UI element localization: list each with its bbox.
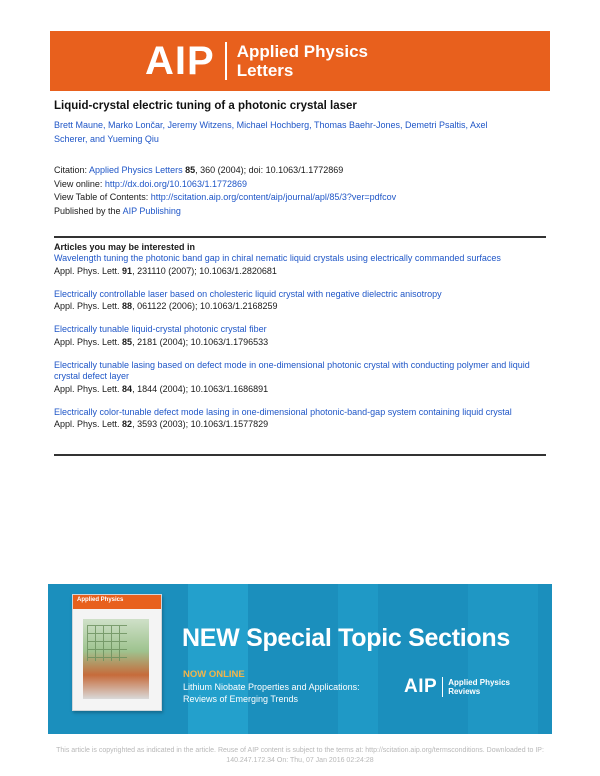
footer-line2: 140.247.172.34 On: Thu, 07 Jan 2016 02:24:28 [226, 757, 374, 764]
journal-title [237, 42, 368, 80]
cite-journal: Appl. Phys. Lett. [54, 419, 123, 429]
related-item-title[interactable]: Wavelength tuning the photonic band gap in chiral nematic liquid crystals using electrically commanded surfaces [54, 253, 501, 263]
journal-cover-image [72, 594, 162, 711]
article-title: Liquid-crystal electric tuning of a photonic crystal laser [54, 100, 357, 112]
view-online-link[interactable]: http://dx.doi.org/10.1063/1.1772869 [104, 178, 247, 189]
citation-label: Citation: [54, 165, 90, 175]
promo-journal-logo [404, 676, 510, 698]
cite-rest: , 3593 (2003); 10.1063/1.1577829 [132, 419, 269, 429]
authors-line1[interactable]: Brett Maune, Marko Lončar, Jeremy Witzens, Michael Hochberg, Thomas Baehr-Jones, Demetri Psaltis, Axel [54, 120, 488, 130]
related-item-citation [54, 383, 549, 396]
cite-journal: Appl. Phys. Lett. [54, 301, 123, 311]
promo-stripe [468, 584, 538, 734]
promo-stripe [338, 584, 378, 734]
cite-rest: , 061122 (2006); 10.1063/1.2168259 [132, 301, 278, 311]
aip-logo: AIP [145, 39, 215, 83]
view-online-label: View online: [54, 178, 105, 189]
journal-title-line1: Applied Physics [236, 42, 369, 61]
related-item-title[interactable]: Electrically tunable liquid-crystal photonic crystal fiber [54, 324, 267, 334]
promo-logo-divider [442, 677, 443, 697]
author-yueming-qiu[interactable]: Yueming Qiu [107, 134, 159, 144]
citation-rest: , 360 (2004); doi: 10.1063/1.1772869 [195, 165, 344, 175]
footer-line1: This article is copyrighted as indicated in the article. Reuse of AIP content is subject to the terms at: http://scitation.aip.org/termsconditions. Downloaded to IP: [56, 747, 544, 754]
related-heading: Articles you may be interested in [54, 242, 196, 252]
publisher-link[interactable]: AIP Publishing [122, 205, 181, 216]
promo-subtitle-line2: Reviews of Emerging Trends [183, 694, 299, 704]
cite-volume: 88 [122, 301, 133, 311]
divider-bottom [54, 454, 546, 456]
cite-volume: 84 [122, 383, 133, 394]
journal-banner[interactable] [50, 31, 550, 91]
related-item [54, 360, 549, 396]
promo-stripe [188, 584, 248, 734]
related-item-citation [54, 265, 549, 278]
cite-journal: Appl. Phys. Lett. [54, 265, 123, 276]
cite-journal: Appl. Phys. Lett. [54, 383, 123, 394]
view-online-line [54, 178, 554, 192]
cite-volume: 82 [122, 419, 133, 429]
related-item-title[interactable]: Electrically tunable lasing based on defect mode in one-dimensional photonic crystal with conducting polymer and liquid crystal defect layer [54, 359, 530, 381]
promo-headline: NEW Special Topic Sections [182, 624, 510, 652]
journal-title-line2: Letters [236, 61, 294, 80]
divider-top [54, 236, 546, 238]
promo-banner[interactable] [48, 584, 552, 734]
related-item [54, 324, 549, 349]
related-item [54, 289, 549, 314]
cite-volume: 91 [122, 265, 133, 276]
published-line [54, 205, 554, 219]
banner-divider [225, 42, 227, 80]
promo-journal-name-line2: Reviews [448, 687, 481, 696]
cover-header: Applied Physics [73, 595, 161, 609]
related-item-citation [54, 336, 549, 349]
related-item [54, 253, 549, 278]
cite-rest: , 231110 (2007); 10.1063/1.2820681 [132, 265, 277, 276]
related-item-citation [54, 300, 549, 313]
related-item-title[interactable]: Electrically color-tunable defect mode lasing in one-dimensional photonic-band-gap system containing liquid crystal [54, 406, 512, 417]
promo-journal-name [448, 678, 510, 696]
related-item [54, 407, 549, 432]
cover-grid [87, 625, 127, 661]
promo-subtitle-line1: Lithium Niobate Properties and Applications: [183, 682, 360, 692]
toc-link[interactable]: http://scitation.aip.org/content/aip/journal/apl/85/3?ver=pdfcov [150, 192, 397, 202]
toc-line [54, 191, 554, 205]
related-item-title[interactable]: Electrically controllable laser based on cholesteric liquid crystal with negative dielectric anisotropy [54, 288, 442, 299]
toc-label: View Table of Contents: [54, 192, 151, 202]
promo-now-online: NOW ONLINE [183, 669, 245, 680]
citation-journal-link[interactable]: Applied Physics Letters [89, 165, 183, 175]
citation-line [54, 164, 554, 178]
article-meta [54, 164, 554, 218]
citation-volume: 85 [185, 165, 196, 175]
promo-subtitle [183, 681, 360, 705]
related-item-citation [54, 418, 549, 431]
promo-journal-name-line1: Applied Physics [448, 678, 510, 687]
cite-rest: , 1844 (2004); 10.1063/1.1686891 [132, 383, 269, 394]
article-header [54, 100, 554, 146]
author-list [54, 118, 554, 146]
cite-volume: 85 [122, 336, 133, 347]
cite-journal: Appl. Phys. Lett. [54, 336, 123, 347]
cite-rest: , 2181 (2004); 10.1063/1.1796533 [132, 336, 269, 347]
published-label: Published by the [54, 205, 123, 216]
copyright-footer [0, 746, 600, 766]
related-articles [54, 242, 549, 442]
authors-line2-pre[interactable]: Scherer, and [54, 134, 108, 144]
promo-aip-mark: AIP [404, 676, 438, 697]
